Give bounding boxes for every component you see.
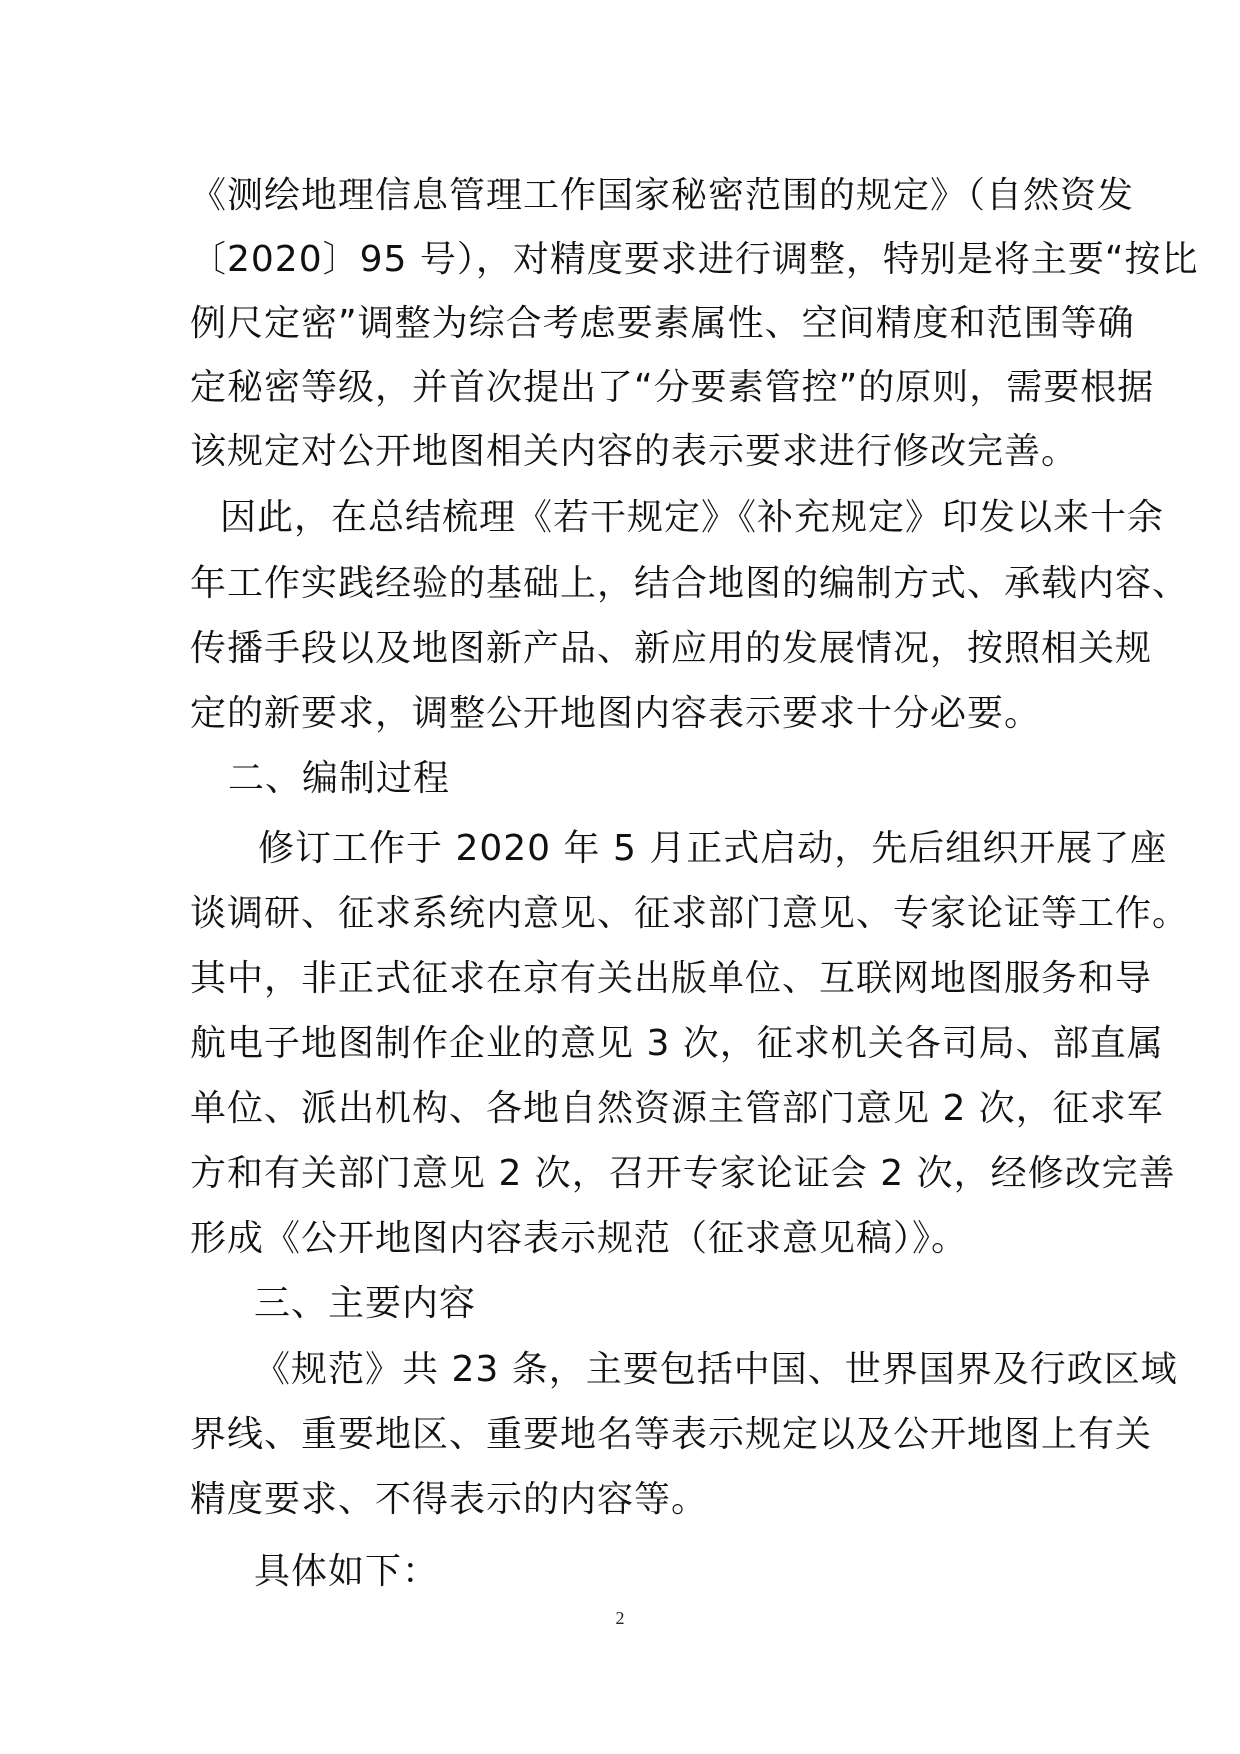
paragraph-line: 例尺定密”调整为综合考虑要素属性、空间精度和范围等确 <box>190 303 1135 344</box>
paragraph-line: 单位、派出机构、各地自然资源主管部门意见 2 次，征求军 <box>190 1088 1164 1129</box>
paragraph-line: 精度要求、不得表示的内容等。 <box>190 1479 709 1520</box>
paragraph-line: 《规范》共 23 条，主要包括中国、世界国界及行政区域 <box>254 1349 1178 1390</box>
closing-line: 具体如下： <box>254 1551 440 1592</box>
paragraph-line: 〔2020〕95 号），对精度要求进行调整，特别是将主要“按比 <box>190 239 1199 280</box>
paragraph-line: 其中，非正式征求在京有关出版单位、互联网地图服务和导 <box>190 958 1153 999</box>
paragraph-line: 定的新要求，调整公开地图内容表示要求十分必要。 <box>190 693 1042 734</box>
paragraph-line: 传播手段以及地图新产品、新应用的发展情况，按照相关规 <box>190 628 1153 669</box>
paragraph-line: 航电子地图制作企业的意见 3 次，征求机关各司局、部直属 <box>190 1023 1164 1064</box>
section-heading: 二、编制过程 <box>228 758 451 799</box>
paragraph-line: 谈调研、征求系统内意见、征求部门意见、专家论证等工作。 <box>190 893 1190 934</box>
paragraph-line: 因此，在总结梳理《若干规定》《补充规定》印发以来十余 <box>220 497 1165 538</box>
paragraph-line: 年工作实践经验的基础上，结合地图的编制方式、承载内容、 <box>190 563 1190 604</box>
paragraph-line: 修订工作于 2020 年 5 月正式启动，先后组织开展了座 <box>258 828 1168 869</box>
section-heading: 三、主要内容 <box>254 1283 477 1324</box>
paragraph-line: 该规定对公开地图相关内容的表示要求进行修改完善。 <box>190 431 1079 472</box>
paragraph-line: 界线、重要地区、重要地名等表示规定以及公开地图上有关 <box>190 1414 1153 1455</box>
page-number: 2 <box>615 1608 625 1628</box>
paragraph-line: 方和有关部门意见 2 次，召开专家论证会 2 次，经修改完善 <box>190 1153 1176 1194</box>
paragraph-line: 《测绘地理信息管理工作国家秘密范围的规定》（自然资发 <box>190 175 1135 216</box>
paragraph-line: 形成《公开地图内容表示规范（征求意见稿）》。 <box>190 1218 969 1259</box>
paragraph-line: 定秘密等级，并首次提出了“分要素管控”的原则，需要根据 <box>190 367 1155 408</box>
